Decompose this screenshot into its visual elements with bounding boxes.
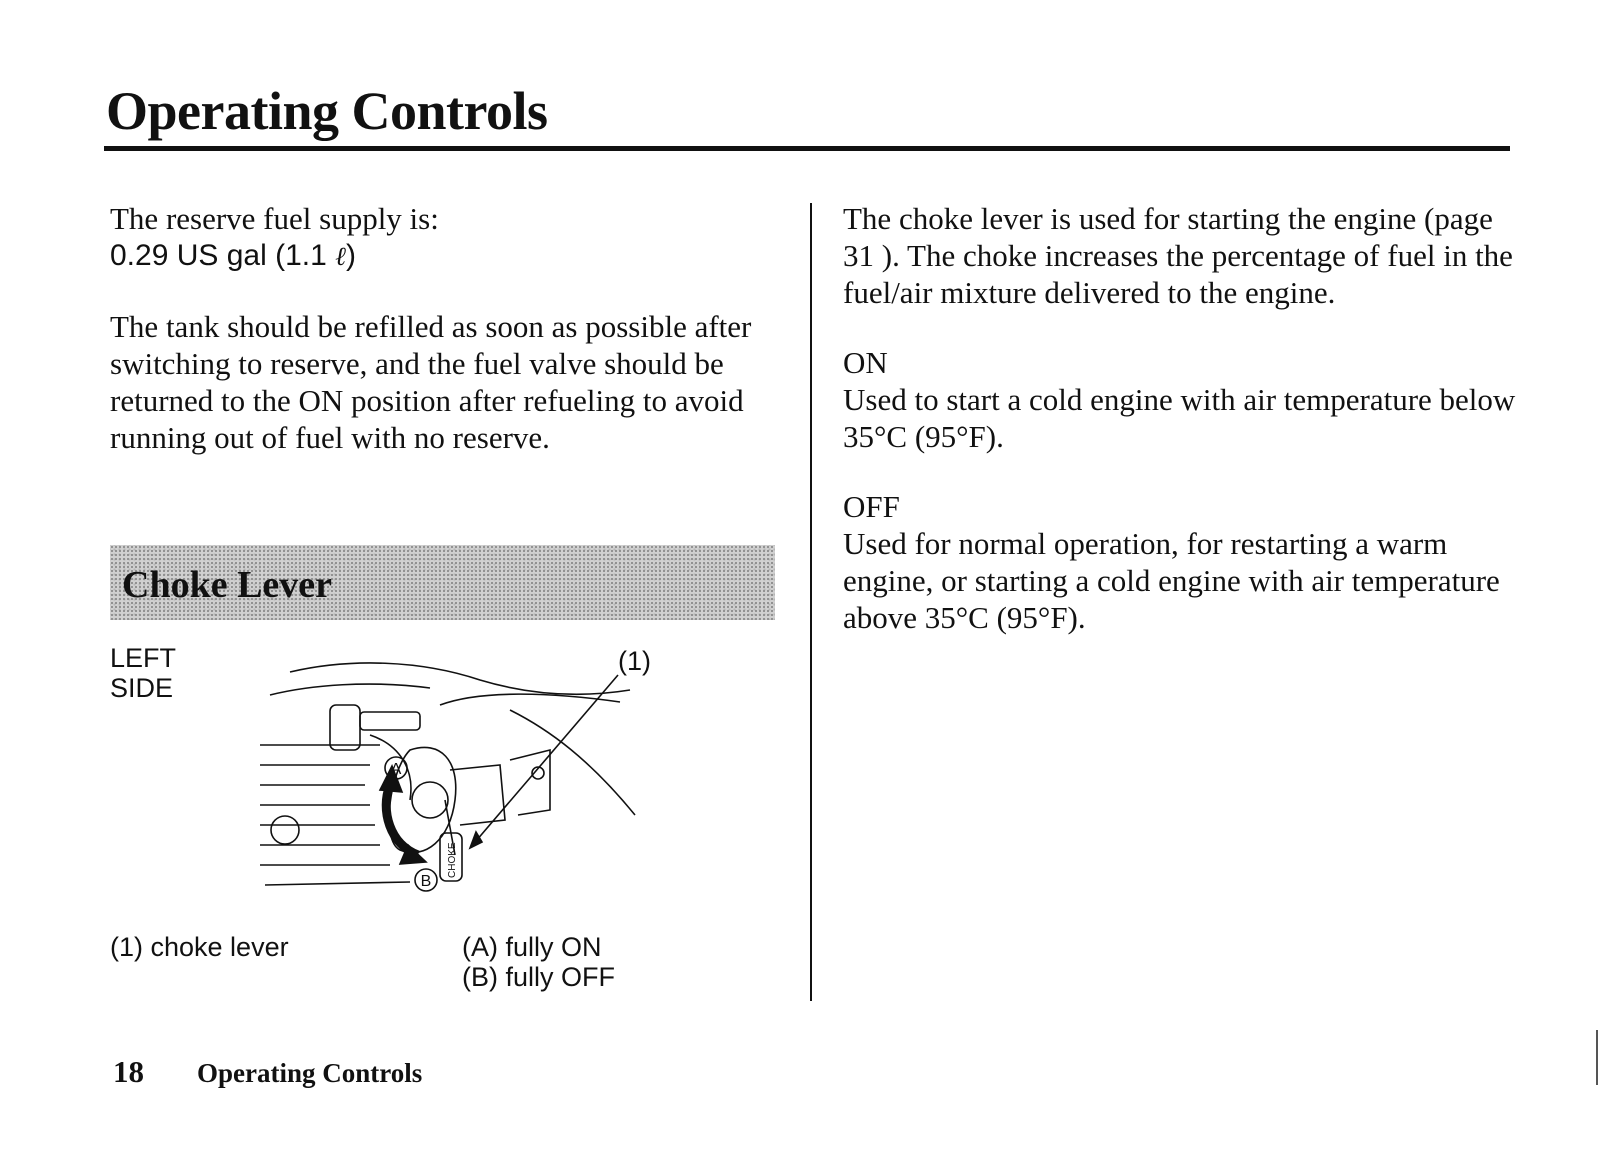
title-rule	[104, 146, 1510, 151]
side-line-2: SIDE	[110, 673, 174, 703]
on-text: Used to start a cold engine with air temperature below 35°C (95°F).	[843, 382, 1516, 454]
side-line-1: LEFT	[110, 643, 177, 673]
callout-leader-line	[470, 675, 618, 848]
svg-text:B: B	[420, 873, 432, 890]
caption-fully-off: (B) fully OFF	[462, 962, 615, 992]
page-edge-mark	[1596, 1030, 1598, 1085]
refill-paragraph: The tank should be refilled as soon as possible after switching to reserve, and the fuel valve should be returned to the ON position after refueling to avoid running out of fuel with no reserve.	[110, 309, 752, 455]
left-column	[110, 200, 790, 456]
fuel-tank-outline	[270, 663, 635, 815]
choke-lever-label: CHOKE	[447, 842, 458, 878]
figure-callout: (1)	[618, 646, 651, 676]
section-header	[110, 545, 775, 620]
reserve-close: )	[345, 239, 356, 272]
reserve-value	[110, 239, 790, 274]
litre-unit: ℓ	[335, 242, 346, 272]
callout-arrowhead	[470, 832, 482, 848]
svg-text:A: A	[390, 761, 402, 778]
on-heading: ON	[843, 345, 888, 380]
reserve-amount: 0.29 US gal (1.1	[110, 239, 336, 272]
off-text: Used for normal operation, for restarting a warm engine, or starting a cold engine with air temperature above 35°C (95°F).	[843, 526, 1500, 635]
right-column	[843, 200, 1523, 636]
caption-choke-lever: (1) choke lever	[110, 932, 289, 962]
footer-section-title: Operating Controls	[197, 1058, 423, 1088]
page-number: 18	[113, 1054, 144, 1089]
marker-a	[385, 757, 407, 779]
section-header-title: Choke Lever	[122, 564, 333, 606]
off-heading: OFF	[843, 489, 900, 524]
page-title: Operating Controls	[106, 81, 548, 141]
column-divider	[810, 203, 812, 1001]
reserve-label: The reserve fuel supply is:	[110, 201, 439, 236]
marker-b	[415, 869, 437, 891]
caption-positions	[462, 932, 615, 992]
figure-side-label	[110, 643, 176, 703]
choke-intro: The choke lever is used for starting the engine (page 31 ). The choke increases the percentage of fuel in the fuel/air mixture delivered to the engine.	[843, 201, 1513, 310]
choke-lever-illustration	[250, 650, 650, 940]
caption-fully-on: (A) fully ON	[462, 932, 602, 962]
